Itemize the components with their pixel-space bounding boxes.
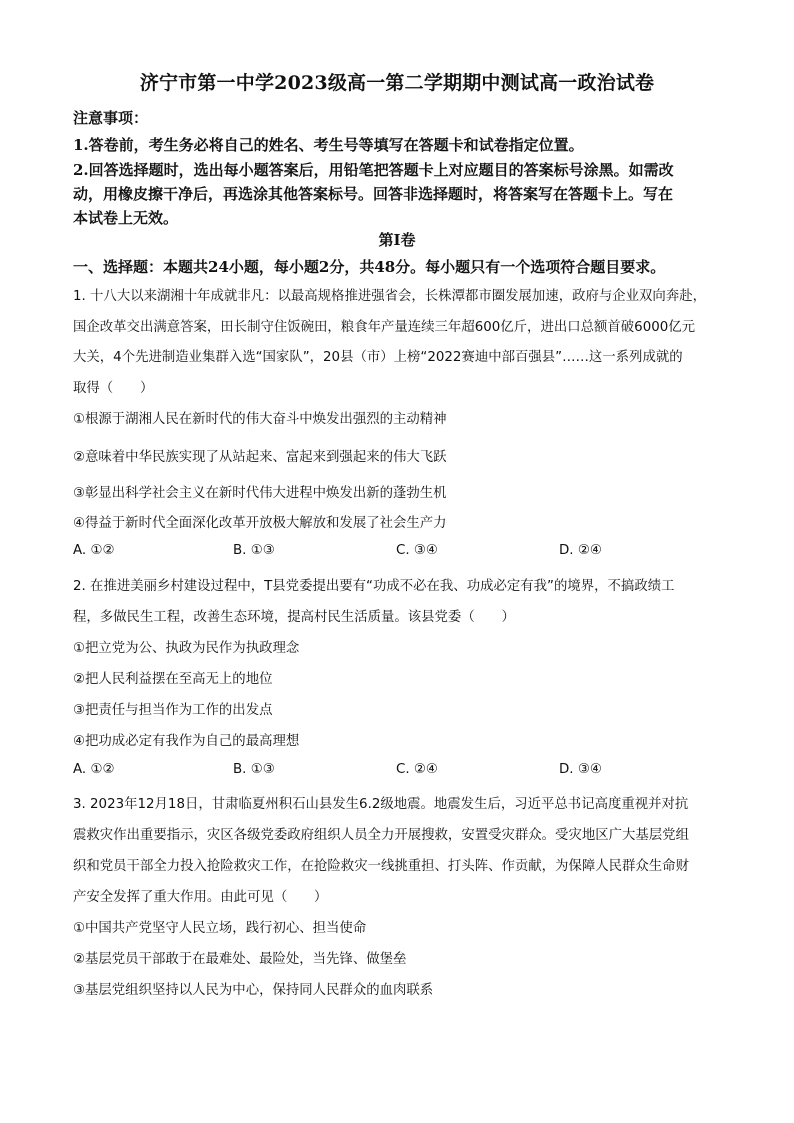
question-1-stem: 大关，4个先进制造业集群入选“国家队”，20县（市）上榜“2022赛迪中部百强县”……这一系列成就的 — [73, 350, 683, 365]
question-3-statement: ③基层党组织坚持以人民为中心，保持同人民群众的血肉联系 — [73, 983, 434, 998]
question-2-statement: ③把责任与担当作为工作的出发点 — [73, 703, 273, 718]
question-1-option-c[interactable]: C. ③④ — [396, 543, 438, 558]
notice-heading: 注意事项： — [73, 109, 149, 127]
question-2-stem: 程，多做民生工程，改善生态环境，提高村民生活质量。该县党委（ ） — [73, 610, 515, 625]
question-2-stem: 2. 在推进美丽乡村建设过程中，T县党委提出要有“功成不必在我、功成必定有我”的境界，不搞政绩工 — [73, 579, 675, 594]
question-2-statement: ②把人民利益摆在至高无上的地位 — [73, 672, 273, 687]
question-1-statement: ③彰显出科学社会主义在新时代伟大进程中焕发出新的蓬勃生机 — [73, 486, 447, 501]
notice-line: 1.答卷前，考生务必将自己的姓名、考生号等填写在答题卡和试卷指定位置。 — [73, 136, 584, 154]
question-1-stem: 1. 十八大以来湖湘十年成就非凡：以最高规格推进强省会，长株潭都市圈发展加速，政府与企业双向奔赴， — [73, 289, 706, 304]
question-1-stem: 国企改革交出满意答案，田长制守住饭碗田，粮食年产量连续三年超600亿斤，进出口总额首破6000亿元 — [73, 320, 696, 335]
question-2-option-a[interactable]: A. ①② — [73, 762, 115, 777]
notice-line: 本试卷上无效。 — [73, 209, 179, 227]
notice-line: 动，用橡皮擦干净后，再选涂其他答案标号。回答非选择题时，将答案写在答题卡上。写在 — [73, 185, 674, 203]
question-1-statement: ②意味着中华民族实现了从站起来、富起来到强起来的伟大飞跃 — [73, 450, 447, 465]
question-2-statement: ①把立党为公、执政为民作为执政理念 — [73, 641, 300, 656]
question-2-option-c[interactable]: C. ②④ — [396, 762, 438, 777]
question-3-statement: ②基层党员干部敢于在最难处、最险处，当先锋、做堡垒 — [73, 952, 407, 967]
question-2-statement: ④把功成必定有我作为自己的最高理想 — [73, 734, 300, 749]
question-3-stem: 织和党员干部全力投入抢险救灾工作，在抢险救灾一线挑重担、打头阵、作贡献，为保障人民群众生命财 — [73, 859, 689, 874]
question-2-option-d[interactable]: D. ③④ — [559, 762, 602, 777]
question-1-option-b[interactable]: B. ①③ — [233, 543, 275, 558]
question-3-stem: 3. 2023年12月18日，甘肃临夏州积石山县发生6.2级地震。地震发生后，习近平总书记高度重视并对抗 — [73, 797, 689, 812]
question-3-stem: 震救灾作出重要指示，灾区各级党委政府组织人员全力开展搜救，安置受灾群众。受灾地区广大基层党组 — [73, 828, 689, 843]
question-3-statement: ①中国共产党坚守人民立场，践行初心、担当使命 — [73, 921, 367, 936]
exam-title: 济宁市第一中学2023级高一第二学期期中测试高一政治试卷 — [139, 72, 655, 94]
question-1-option-a[interactable]: A. ①② — [73, 543, 115, 558]
question-1-option-d[interactable]: D. ②④ — [559, 543, 602, 558]
question-2-option-b[interactable]: B. ①③ — [233, 762, 275, 777]
notice-line: 2.回答选择题时，选出每小题答案后，用铅笔把答题卡上对应题目的答案标号涂黑。如需改 — [73, 161, 674, 179]
question-1-statement: ①根源于湖湘人民在新时代的伟大奋斗中焕发出强烈的主动精神 — [73, 412, 447, 427]
volume-heading: 第Ⅰ卷 — [378, 231, 416, 249]
question-3-stem: 产安全发挥了重大作用。由此可见（ ） — [73, 890, 328, 905]
question-1-stem: 取得（ ） — [73, 381, 154, 396]
section-heading: 一、选择题：本题共24小题，每小题2分，共48分。每小题只有一个选项符合题目要求。 — [73, 258, 666, 276]
question-1-statement: ④得益于新时代全面深化改革开放极大解放和发展了社会生产力 — [73, 516, 447, 531]
